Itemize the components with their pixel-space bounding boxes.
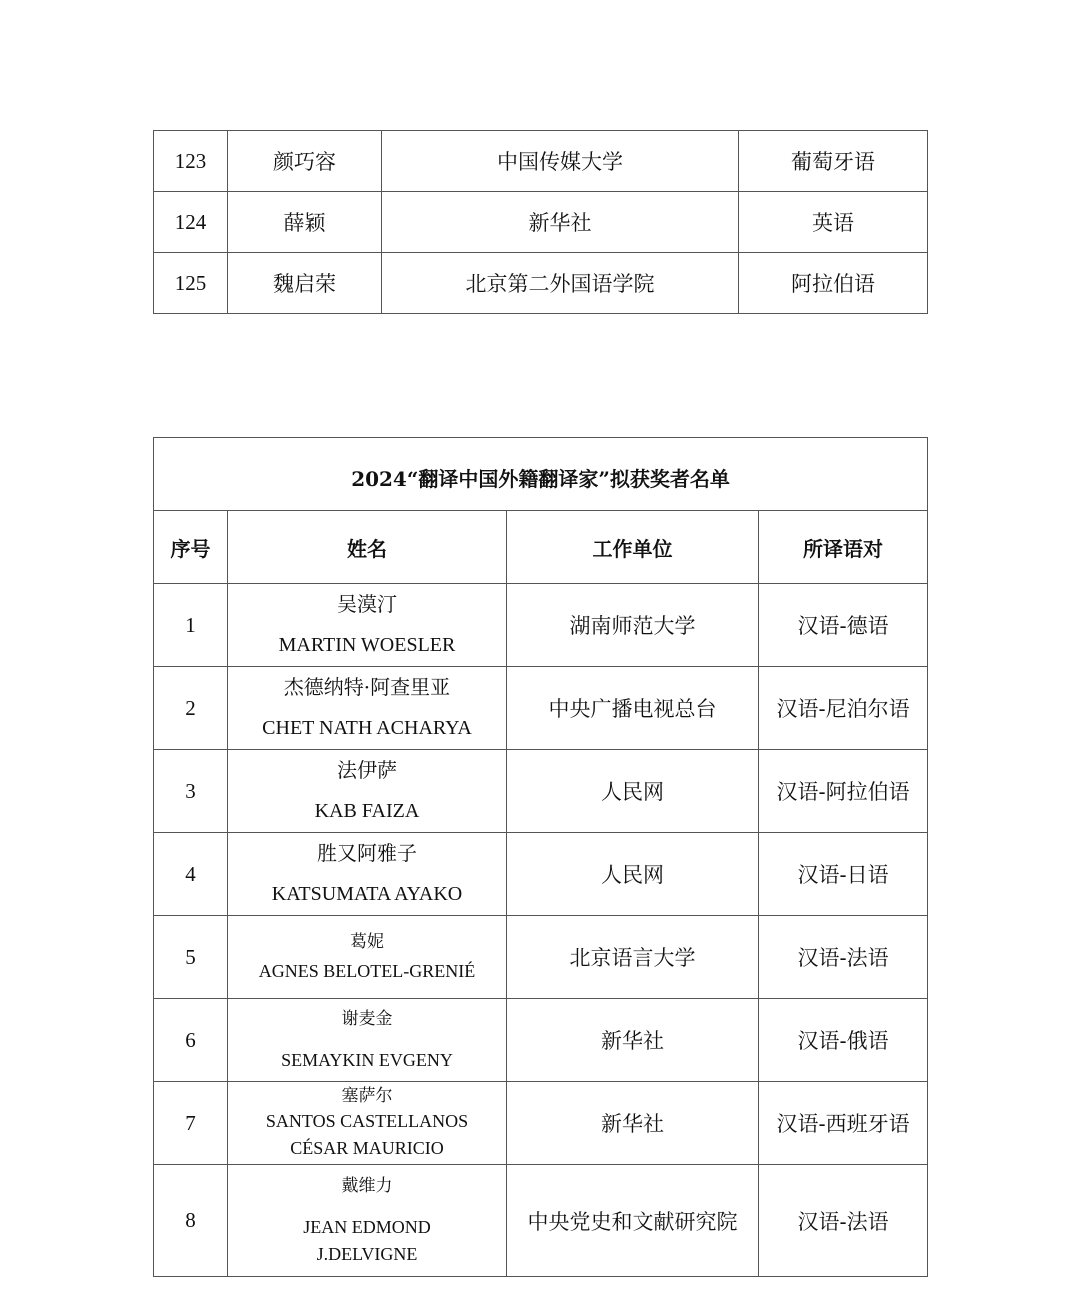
table-row <box>154 131 928 192</box>
name-chinese: 法伊萨 <box>337 758 397 782</box>
language: 葡萄牙语 <box>739 131 928 192</box>
table-row <box>154 833 928 916</box>
person-name: 薛颖 <box>228 192 382 253</box>
row-number: 7 <box>154 1082 228 1165</box>
language-pair: 汉语-俄语 <box>759 999 928 1082</box>
work-unit: 中央党史和文献研究院 <box>507 1165 759 1277</box>
header-unit: 工作单位 <box>507 511 759 584</box>
work-unit: 北京第二外国语学院 <box>382 253 739 314</box>
name-chinese: 戴维力 <box>341 1175 393 1196</box>
name-cell <box>228 584 507 667</box>
work-unit: 新华社 <box>507 999 759 1082</box>
language-pair: 汉语-法语 <box>759 1165 928 1277</box>
name-cell <box>228 999 507 1082</box>
language-pair: 汉语-法语 <box>759 916 928 999</box>
row-number: 6 <box>154 999 228 1082</box>
header-language-pair: 所译语对 <box>759 511 928 584</box>
name-english: SEMAYKIN EVGENY <box>281 1049 453 1070</box>
work-unit: 人民网 <box>507 750 759 833</box>
name-chinese: 杰德纳特·阿查里亚 <box>283 675 451 699</box>
row-number: 8 <box>154 1165 228 1277</box>
work-unit: 中国传媒大学 <box>382 131 739 192</box>
work-unit: 湖南师范大学 <box>507 584 759 667</box>
work-unit: 人民网 <box>507 833 759 916</box>
table-row <box>154 1165 928 1277</box>
language-pair: 汉语-阿拉伯语 <box>759 750 928 833</box>
table-row <box>154 750 928 833</box>
name-cell <box>228 833 507 916</box>
name-english: JEAN EDMOND <box>303 1216 431 1237</box>
name-chinese: 塞萨尔 <box>341 1086 393 1106</box>
row-number: 124 <box>154 192 228 253</box>
row-number: 2 <box>154 667 228 750</box>
name-chinese: 吴漠汀 <box>337 592 397 616</box>
name-english: SANTOS CASTELLANOS <box>265 1111 469 1131</box>
table-title: 2024“翻译中国外籍翻译家”拟获奖者名单 <box>154 438 928 511</box>
name-english: MARTIN WOESLER <box>278 634 456 656</box>
table-row <box>154 916 928 999</box>
name-english-line-2: J.DELVIGNE <box>316 1243 418 1264</box>
awardees-table <box>153 437 928 1277</box>
work-unit: 新华社 <box>382 192 739 253</box>
row-number: 3 <box>154 750 228 833</box>
row-number: 5 <box>154 916 228 999</box>
language: 英语 <box>739 192 928 253</box>
name-english-line-2: CÉSAR MAURICIO <box>290 1138 444 1158</box>
table-header-row <box>154 511 928 584</box>
name-chinese: 葛妮 <box>350 931 384 952</box>
language-pair: 汉语-德语 <box>759 584 928 667</box>
table-row <box>154 999 928 1082</box>
name-cell <box>228 1165 507 1277</box>
name-chinese: 胜又阿雅子 <box>317 841 417 865</box>
table-row <box>154 192 928 253</box>
name-cell <box>228 667 507 750</box>
language-pair: 汉语-尼泊尔语 <box>759 667 928 750</box>
previous-list-table <box>153 130 928 314</box>
table-row <box>154 584 928 667</box>
name-cell <box>228 916 507 999</box>
header-name: 姓名 <box>228 511 507 584</box>
name-english: CHET NATH ACHARYA <box>262 717 472 739</box>
work-unit: 北京语言大学 <box>507 916 759 999</box>
row-number: 123 <box>154 131 228 192</box>
name-cell <box>228 750 507 833</box>
name-english: AGNES BELOTEL-GRENIÉ <box>258 960 476 981</box>
work-unit: 新华社 <box>507 1082 759 1165</box>
table-title-row <box>154 438 928 511</box>
name-english: KATSUMATA AYAKO <box>271 883 463 905</box>
work-unit: 中央广播电视总台 <box>507 667 759 750</box>
person-name: 颜巧容 <box>228 131 382 192</box>
row-number: 125 <box>154 253 228 314</box>
language-pair: 汉语-西班牙语 <box>759 1082 928 1165</box>
table-row <box>154 667 928 750</box>
name-english: KAB FAIZA <box>314 800 420 822</box>
row-number: 4 <box>154 833 228 916</box>
language: 阿拉伯语 <box>739 253 928 314</box>
table-row <box>154 253 928 314</box>
row-number: 1 <box>154 584 228 667</box>
name-chinese: 谢麦金 <box>341 1008 393 1029</box>
language-pair: 汉语-日语 <box>759 833 928 916</box>
table-row <box>154 1082 928 1165</box>
header-number: 序号 <box>154 511 228 584</box>
name-cell <box>228 1082 507 1165</box>
person-name: 魏启荣 <box>228 253 382 314</box>
